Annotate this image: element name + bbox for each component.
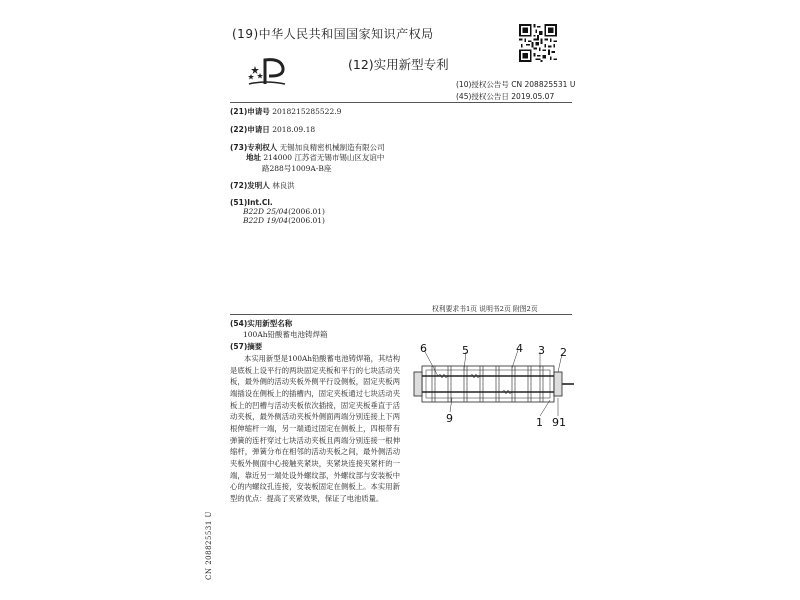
application-number-row xyxy=(230,106,341,117)
inventor-row xyxy=(230,180,295,191)
publication-date: (45)授权公告日 2019.05.07 xyxy=(456,92,555,101)
header-divider xyxy=(230,102,572,103)
inventor-label: (72)发明人 xyxy=(230,181,270,190)
figure-drawing xyxy=(414,350,574,416)
fig-label-3: 3 xyxy=(538,344,545,357)
office-name: (19)中华人民共和国国家知识产权局 xyxy=(232,27,434,41)
document-type: (12)实用新型专利 xyxy=(348,57,449,72)
fig-label-2: 2 xyxy=(560,346,567,359)
ipc-class-1 xyxy=(243,207,325,216)
fig-label-4: 4 xyxy=(516,342,523,355)
inventor: 林良洪 xyxy=(272,181,295,190)
publication-number: (10)授权公告号 CN 208825531 U xyxy=(456,80,576,89)
patentee: 无锡加良精密机械制造有限公司 xyxy=(279,143,385,152)
abstract-label-row xyxy=(230,341,262,352)
ipc-version-2: (2006.01) xyxy=(288,216,325,225)
page-count-info: 权利要求书1页 说明书2页 附图2页 xyxy=(432,305,538,313)
abstract-divider xyxy=(230,314,572,315)
qr-code xyxy=(519,24,557,62)
fig-label-9: 9 xyxy=(446,412,453,425)
application-number: 2018215285522.9 xyxy=(272,107,342,116)
address-label: 地址 xyxy=(246,153,261,162)
fig-label-6: 6 xyxy=(420,342,427,355)
application-date-label: (22)申请日 xyxy=(230,125,270,134)
side-publication-number: CN 208825531 U xyxy=(205,511,213,580)
fig-label-5: 5 xyxy=(462,344,469,357)
abstract-figure xyxy=(408,340,578,430)
ipc-code-2: B22D 19/04 xyxy=(243,216,289,225)
intcl-label: (51)Int.Cl. xyxy=(230,198,273,207)
ipc-code-1: B22D 25/04 xyxy=(243,207,289,216)
utility-model-title: 100Ah铅酸蓄电池铸焊箱 xyxy=(243,330,328,339)
patentee-label: (73)专利权人 xyxy=(230,143,278,152)
address-row xyxy=(246,152,384,163)
fig-label-91: 91 xyxy=(552,416,566,429)
intcl-row xyxy=(230,198,273,207)
ipc-class-2 xyxy=(243,216,325,225)
abstract-text: 本实用新型是100Ah铅酸蓄电池铸焊箱，其结构是底板上设平行的两块固定夹板和平行的七块活动夹板，最外侧的活动夹板外侧平行设侧板，固定夹板两端插设在侧板上的插槽内，固定夹板通过七块活动夹板上的凹槽与活动夹板依次插接，固定夹板垂直于活动夹板，最外侧活动夹板外侧面两端分别连接上下两根伸缩杆一端，另一端通过固定在侧板上，四根带有弹簧的连杆穿过七块活动夹板且两端分别连接一根伸缩杆，弹簧分布在相邻的活动夹板之间，最外侧活动夹板外侧面中心接触夹紧块，夹紧块连接夹紧杆的一端，靠近另一端处设外螺纹部，外螺纹部与安装板中心的内螺纹孔连接，安装板固定在侧板上。本实用新型的优点：提高了夹紧效果，保证了电池质量。 xyxy=(230,354,400,503)
cnipa-logo xyxy=(247,54,289,88)
fig-label-1: 1 xyxy=(536,416,543,429)
address-line-1: 214000 江苏省无锡市锡山区友谊中 xyxy=(263,153,385,162)
ipc-version-1: (2006.01) xyxy=(288,207,325,216)
abstract-label: (57)摘要 xyxy=(230,342,263,351)
application-date-row xyxy=(230,124,315,135)
title-label-row xyxy=(230,318,292,329)
title-label: (54)实用新型名称 xyxy=(230,319,293,328)
address-line-2: 路288号1009A-B座 xyxy=(262,164,332,173)
application-number-label: (21)申请号 xyxy=(230,107,270,116)
application-date: 2018.09.18 xyxy=(272,125,316,134)
